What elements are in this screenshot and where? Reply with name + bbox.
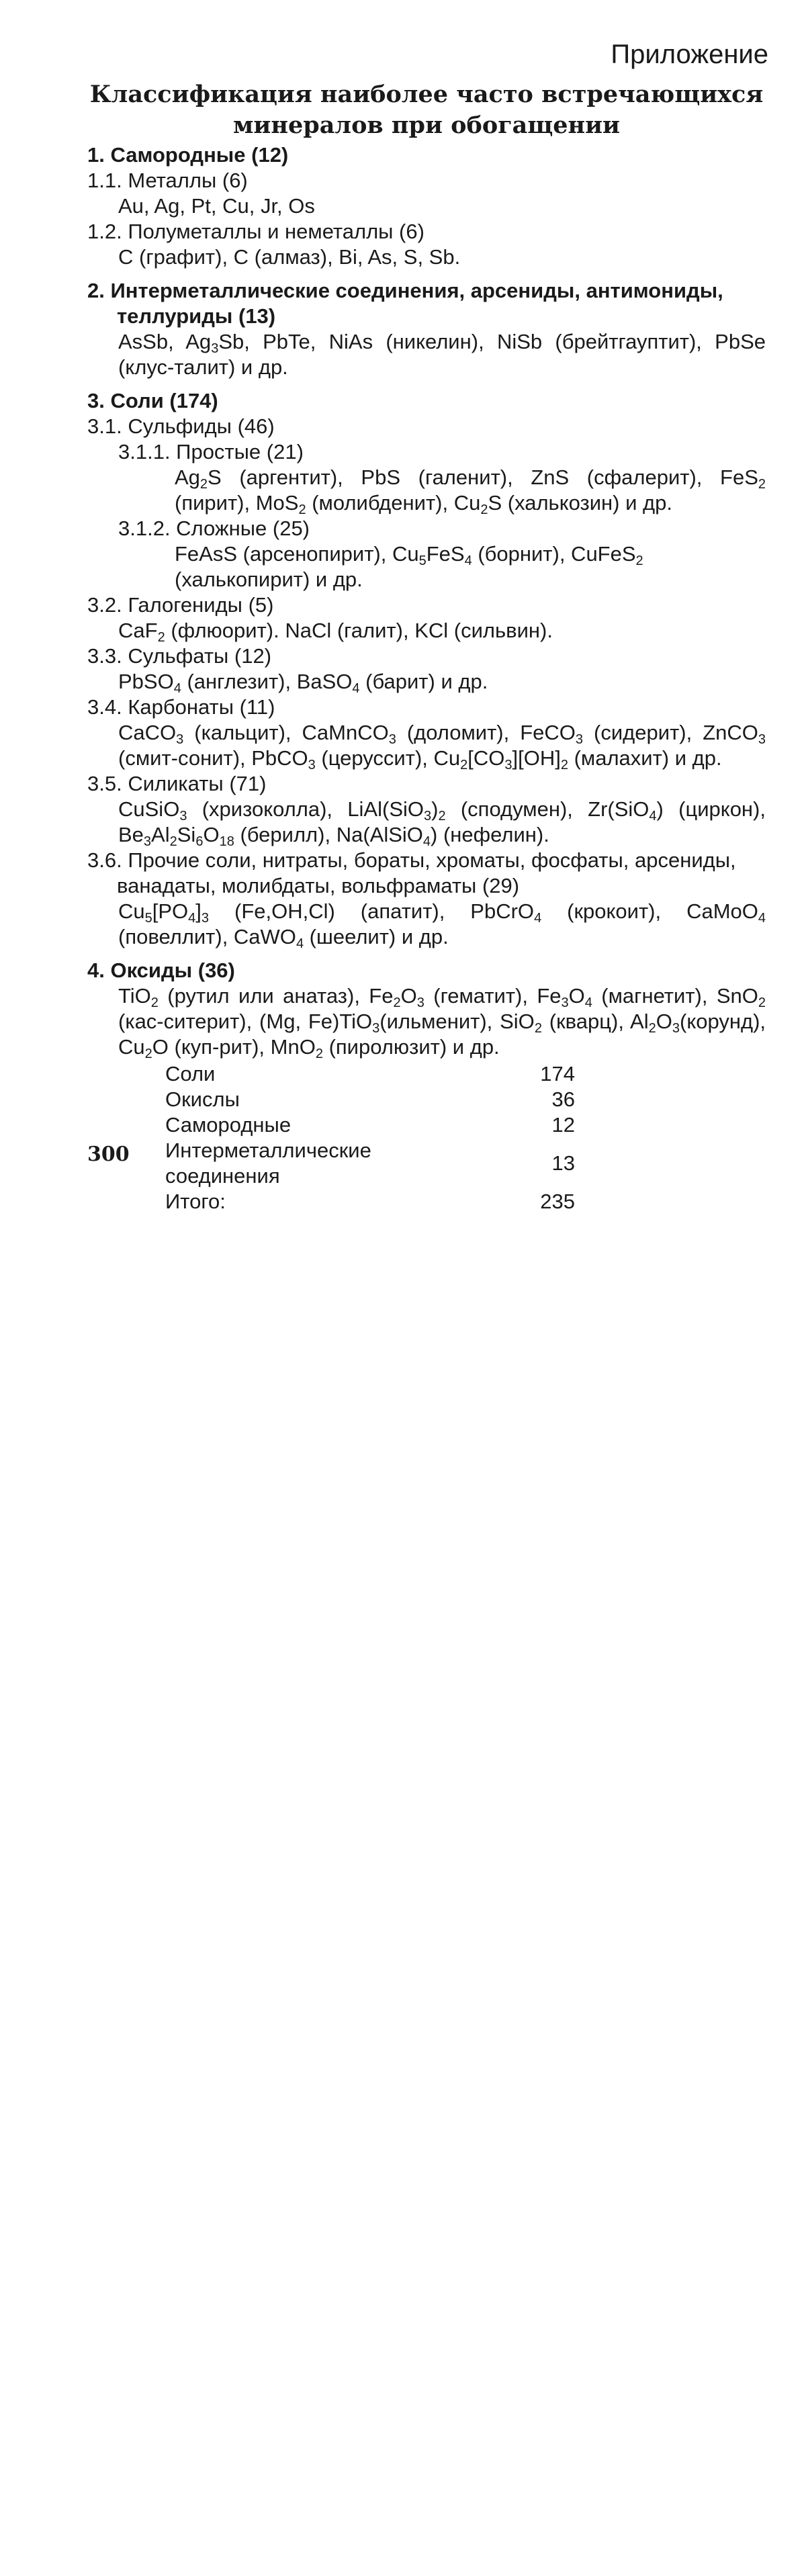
totals-value: 12 xyxy=(551,1113,575,1137)
totals-row xyxy=(165,1087,575,1112)
section-3-1-2-text: FeAsS (арсенопирит), $Cu_5FeS_4$ (борнит), CuFeS$_2$ (халькопирит) и др. xyxy=(175,542,643,591)
document-page xyxy=(0,0,806,1213)
section-3-4-heading: 3.4. Карбонаты (11) xyxy=(87,695,275,719)
totals-label: Итого: xyxy=(165,1190,226,1213)
section-3-1-heading: 3.1. Сульфиды (46) xyxy=(87,414,275,438)
section-3-4-text: CaCO$_3$ (кальцит), CaMnCO$_3$ (доломит), FeCO$_3$ (сидерит), ZnCO$_3$ (смит-сонит), PbCO$_3$ (церуссит), $Cu_2[CO_3][OH]_2$ (малахит) и др. xyxy=(118,721,766,772)
totals-value: 174 xyxy=(540,1062,575,1085)
totals-value: 235 xyxy=(540,1190,575,1213)
totals-row xyxy=(165,1138,575,1189)
title-line-1: Классификация наиболее часто встречающихся xyxy=(89,81,764,108)
section-3-1-1-text: $Ag_2S$ (аргентит), PbS (галенит), ZnS (сфалерит), FeS$_2$ (пирит), MoS$_2$ (молибденит), $Cu_2S$ (халькозин) и др. xyxy=(175,465,766,517)
page-title xyxy=(87,79,766,141)
totals-row xyxy=(165,1061,575,1087)
section-2-text: AsSb, $Ag_3Sb$, PbTe, NiAs (никелин), NiSb (брейтгауптит), PbSe (клус-талит) и др. xyxy=(118,330,766,379)
section-1-2-heading: 1.2. Полуметаллы и неметаллы (6) xyxy=(87,220,424,243)
section-4-text: TiO$_2$ (рутил или анатаз), $Fe_2O_3$ (гематит), $Fe_3O_4$ (магнетит), SnO$_2$ (кас-ситерит), (Mg, Fe)TiO$_3$(ильменит), SiO$_2$ (кварц), $Al_2O_3(корунд)$, $Cu_2O$ (куп-рит), MnO$_2$ (пиролюзит) и др. xyxy=(118,984,766,1061)
section-3-5-heading: 3.5. Силикаты (71) xyxy=(87,772,267,795)
section-3-2-heading: 3.2. Галогениды (5) xyxy=(87,593,274,617)
section-3-2-text: CaF$_2$ (флюорит). NaCl (галит), KCl (сильвин). xyxy=(118,619,553,645)
totals-label: Окислы xyxy=(165,1087,240,1111)
totals-label: Соли xyxy=(165,1062,216,1085)
totals-value: 36 xyxy=(551,1087,575,1111)
section-3-heading: 3. Соли (174) xyxy=(87,389,218,412)
section-3-3-text: PbSO$_4$ (англезит), BaSO$_4$ (барит) и др. xyxy=(118,670,488,696)
running-head: Приложение xyxy=(611,40,768,69)
totals-row xyxy=(165,1189,575,1214)
classification-list xyxy=(87,142,766,1214)
title-line-2: минералов при обогащении xyxy=(233,112,620,139)
section-3-6-text: $Cu_5[PO_4]_3$ (Fe,OH,Cl) (апатит), PbCrO$_4$ (крокоит), CaMoO$_4$ (повеллит), CaWO$_4$ (шеелит) и др. xyxy=(118,899,766,951)
totals-value: 13 xyxy=(551,1151,575,1175)
totals-label: Интерметаллические соединения xyxy=(165,1139,371,1188)
totals-table xyxy=(165,1061,575,1214)
section-1-heading: 1. Самородные (12) xyxy=(87,143,289,167)
page-number: 300 xyxy=(87,1143,130,1166)
section-4-heading: 4. Оксиды (36) xyxy=(87,959,235,982)
section-3-5-text: CuSiO$_3$ (хризоколла), $LiAl(SiO_3)_2$ (сподумен), Zr(SiO$_4$) (циркон), $Be_3Al_2Si_6O_{18}$ (берилл), Na(AlSiO$_4$) (нефелин). xyxy=(118,797,766,849)
section-3-1-1-heading: 3.1.1. Простые (21) xyxy=(118,440,304,463)
section-1-1-heading: 1.1. Металлы (6) xyxy=(87,169,248,192)
totals-label: Самородные xyxy=(165,1113,292,1137)
section-1-1-text: Au, Ag, Pt, Cu, Jr, Os xyxy=(118,194,315,218)
section-3-6-heading: 3.6. Прочие соли, нитраты, бораты, хроматы, фосфаты, арсениды, ванадаты, молибдаты, вольфраматы (29) xyxy=(87,848,736,897)
section-2-heading: 2. Интерметаллические соединения, арсениды, антимониды, теллуриды (13) xyxy=(87,279,723,328)
section-3-3-heading: 3.3. Сульфаты (12) xyxy=(87,644,272,668)
section-1-2-text: C (графит), C (алмаз), Bi, As, S, Sb. xyxy=(118,245,461,269)
section-3-1-2-heading: 3.1.2. Сложные (25) xyxy=(118,517,310,540)
totals-row xyxy=(165,1112,575,1138)
